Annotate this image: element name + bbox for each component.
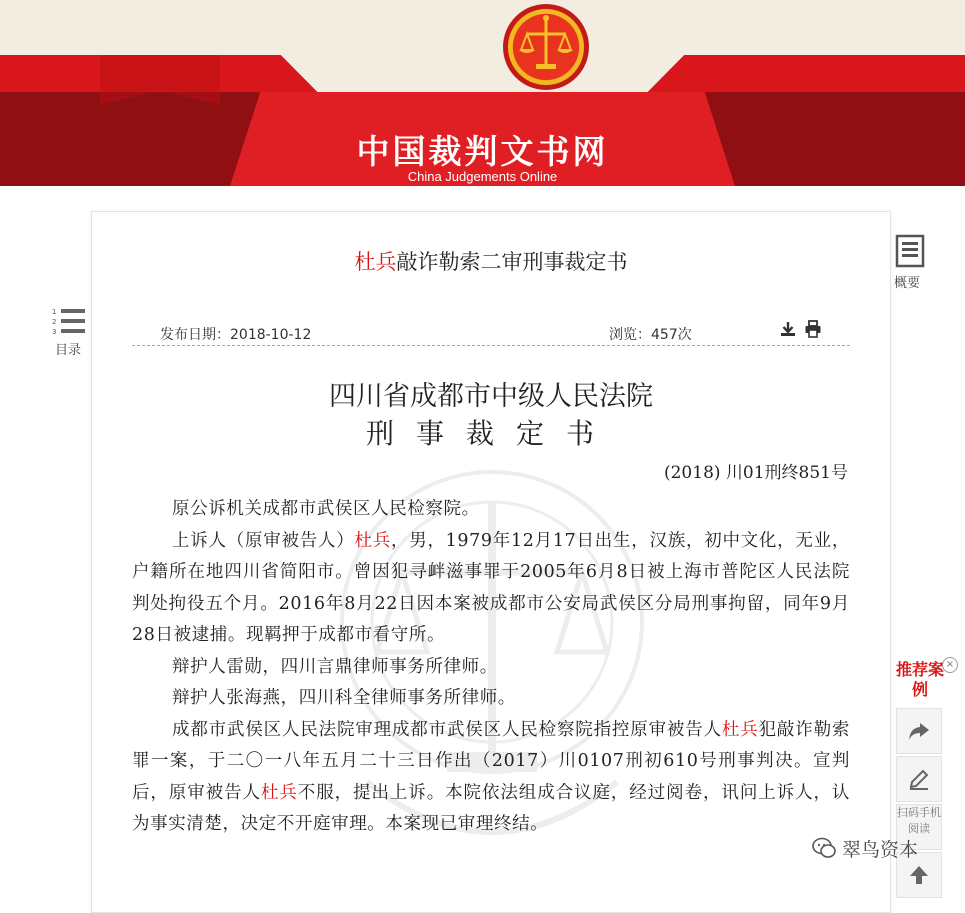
view-count: 浏览：457次	[609, 327, 692, 343]
close-icon[interactable]: ×	[942, 657, 958, 673]
recommend-cases[interactable]: 推荐案例	[896, 660, 945, 699]
document-meta-bar	[132, 311, 850, 346]
case-number: (2018) 川01刑终851号	[663, 463, 848, 483]
toc-button[interactable]	[52, 306, 88, 356]
paragraph-appellant: 上诉人（原审被告人）杜兵，男，1979年12月17日出生，汉族，初中文化，无业，户籍所在地四川省简阳市。曾因犯寻衅滋事罪于2005年6月8日被上海市普陀区人民法院判处拘役五个月。2016年8月22日因本案被成都市公安局武侯区分局刑事拘留，同年9月28日被逮捕。现羁押于成都市看守所。	[132, 530, 851, 645]
site-header	[0, 0, 965, 186]
summary-button[interactable]	[892, 234, 928, 290]
paragraph-prosecutor: 原公诉机关成都市武侯区人民检察院。	[172, 499, 480, 519]
edit-icon	[907, 767, 931, 791]
party-name-link[interactable]: 杜兵	[721, 719, 759, 740]
svg-text:1: 1	[52, 308, 57, 316]
document-title	[92, 246, 890, 276]
court-name: 四川省成都市中级人民法院	[329, 381, 653, 412]
paragraph-proceedings: 成都市武侯区人民法院审理成都市武侯区人民检察院指控原审被告人杜兵犯敲诈勒索罪一案，于二〇一八年五月二十三日作出（2017）川0107刑初610号刑事判决。宣判后，原审被告人杜兵不服，提出上诉。本院依法组成合议庭，经过阅卷，讯问上诉人，认为事实清楚，决定不开庭审理。本案现已审理终结。	[132, 719, 851, 834]
publish-date: 发布日期：2018-10-12	[160, 327, 312, 343]
paragraph-defender-1: 辩护人雷勋，四川言鼎律师事务所律师。	[172, 656, 498, 677]
print-icon[interactable]	[804, 320, 822, 338]
toc-icon	[52, 306, 88, 338]
qr-scan-button[interactable]: 扫码手机阅读	[896, 804, 942, 850]
party-name-link[interactable]: 杜兵	[354, 530, 391, 551]
back-to-top-icon	[907, 863, 931, 887]
document-kind: 刑事裁定书	[365, 417, 616, 450]
toc-label: 目录	[55, 343, 82, 358]
svg-text:2: 2	[52, 318, 57, 326]
share-icon	[907, 719, 931, 743]
download-icon[interactable]	[779, 320, 797, 338]
title-party-name[interactable]: 杜兵	[354, 250, 397, 274]
svg-text:3: 3	[52, 328, 57, 336]
document-body	[132, 494, 850, 841]
summary-icon	[894, 234, 926, 268]
site-subtitle: China Judgements Online	[407, 169, 558, 184]
site-title: 中国裁判文书网	[356, 132, 609, 171]
share-button[interactable]	[896, 708, 942, 754]
summary-label: 概要	[894, 276, 921, 291]
paragraph-defender-2: 辩护人张海燕，四川科全律师事务所律师。	[172, 688, 516, 708]
edit-button[interactable]	[896, 756, 942, 802]
party-name-link[interactable]: 杜兵	[260, 782, 298, 803]
wechat-account-name: 翠鸟资本	[842, 839, 919, 861]
court-emblem	[503, 4, 589, 90]
title-case-type: 敲诈勒索二审刑事裁定书	[396, 250, 628, 274]
wechat-icon	[812, 837, 836, 859]
document-card	[91, 211, 891, 913]
